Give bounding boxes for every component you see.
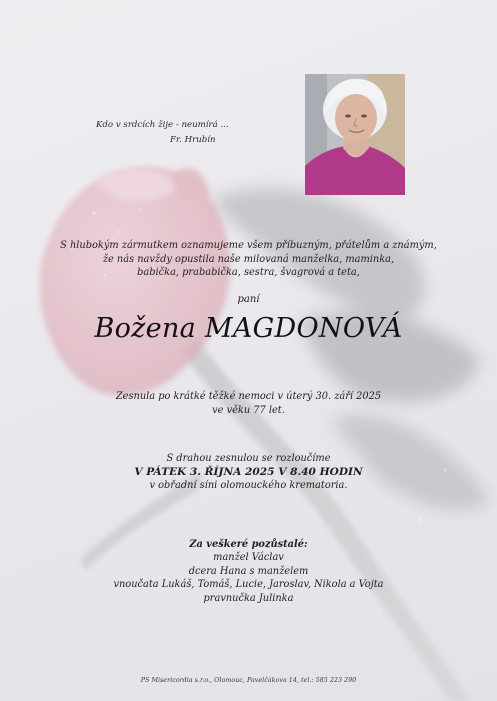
farewell-datetime: V PÁTEK 3. ŘÍJNA 2025 V 8.40 HODIN xyxy=(134,465,363,478)
mourner-line: dcera Hana s manželem xyxy=(188,565,309,577)
death-age-line: ve věku 77 let. xyxy=(212,404,285,416)
motto-author: Fr. Hrubín xyxy=(170,135,216,145)
portrait-photo xyxy=(305,74,405,195)
farewell-place: v obřadní síni olomouckého krematoria. xyxy=(149,480,348,492)
mourner-line: vnoučata Lukáš, Tomáš, Lucie, Jaroslav, Nikola a Vojta xyxy=(113,579,384,591)
intro-line: S hlubokým zármutkem oznamujeme všem příbuzným, přátelům a známým, xyxy=(60,240,437,251)
motto-quote: Kdo v srdcích žije - neumírá ... xyxy=(96,120,229,130)
death-date-line: Zesnula po krátké těžké nemoci v úterý 30. září 2025 xyxy=(115,391,382,402)
farewell-intro: S drahou zesnulou se rozloučíme xyxy=(166,453,331,464)
announcement-intro xyxy=(0,239,497,280)
deceased-name: Božena MAGDONOVÁ xyxy=(94,313,403,344)
mourner-line: manžel Václav xyxy=(213,552,284,564)
salutation: paní xyxy=(237,294,260,305)
mourners-list xyxy=(0,538,497,605)
mourner-line: pravnučka Julinka xyxy=(203,592,294,604)
intro-line: že nás navždy opustila naše milovaná manželka, maminka, xyxy=(102,253,395,265)
intro-line: babička, prababička, sestra, švagrová a teta, xyxy=(137,267,360,279)
death-notice xyxy=(0,390,497,417)
farewell-details xyxy=(0,452,497,493)
funeral-service-footer: PS Misericordia s.r.o., Olomouc, Pavelčákova 14, tel.: 585 223 290 xyxy=(140,676,357,684)
mourners-heading: Za veškeré pozůstalé: xyxy=(189,539,308,550)
